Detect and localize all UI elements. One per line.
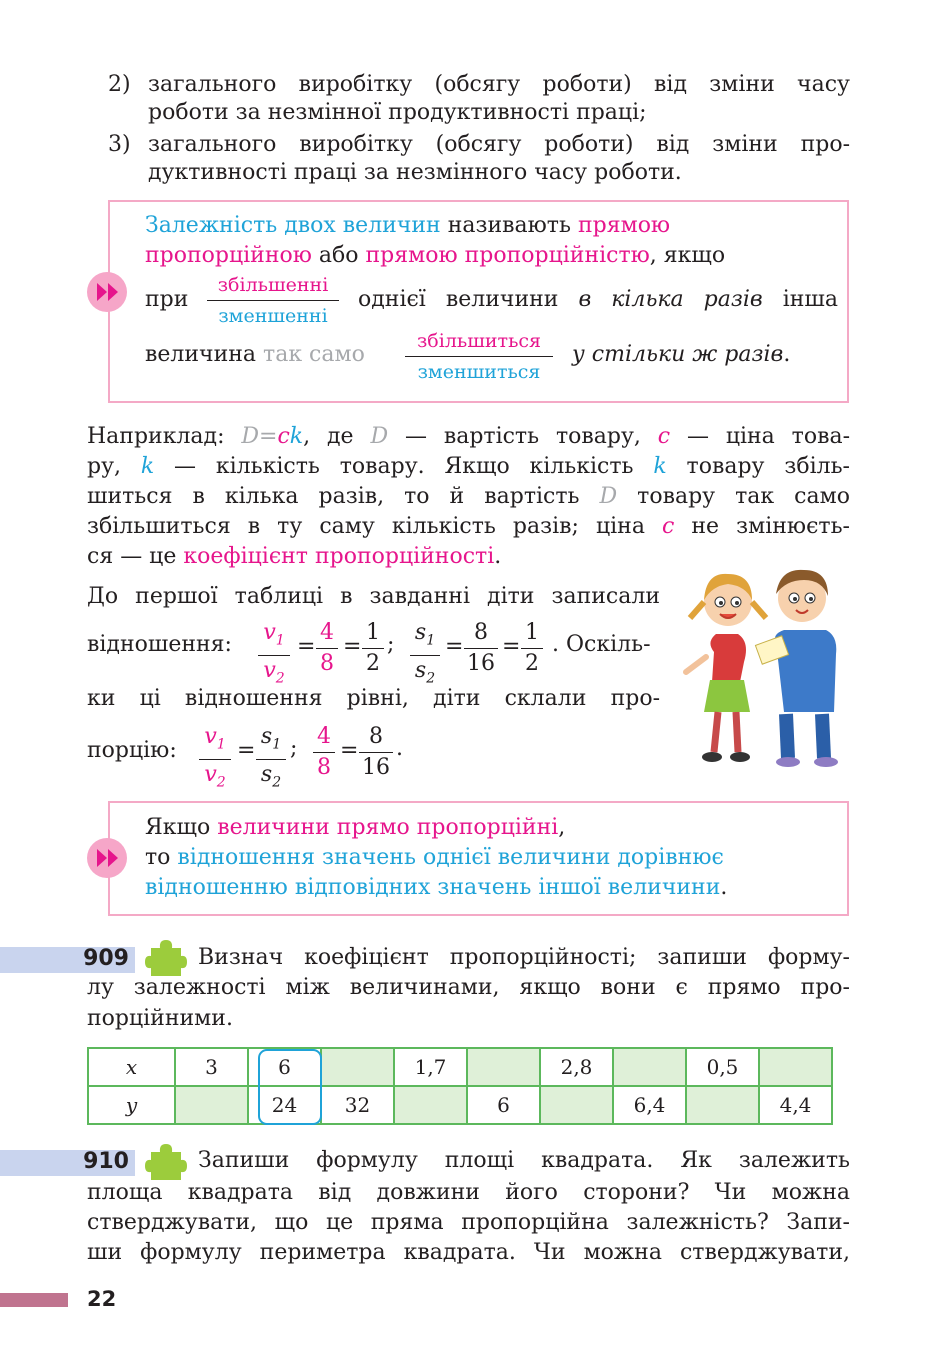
task-number-bar	[0, 947, 135, 973]
numerator: 4	[320, 620, 334, 645]
rule1-text: називають	[440, 213, 578, 238]
task-number-bar	[0, 1150, 135, 1176]
fraction-bar	[362, 648, 384, 649]
list-item-3-line2: дуктивності праці за незмінного часу роботи.	[148, 160, 682, 185]
equals-sign: =	[237, 738, 256, 763]
rule1-text-value	[145, 342, 365, 367]
text: — ціна това-	[670, 424, 851, 449]
table-cell-empty[interactable]	[686, 1086, 759, 1124]
denominator: 16	[467, 651, 495, 676]
example-line-2	[87, 452, 850, 482]
term-coefficient: коефіцієнт пропорційності	[183, 544, 495, 569]
var-v: v	[204, 724, 217, 749]
text: товару так само	[617, 484, 850, 509]
rule1-italic: у стільки ж разів	[572, 342, 784, 367]
ratio-line-2-end: . Оскіль-	[552, 632, 651, 657]
subscript: 2	[216, 774, 226, 791]
page-number: 22	[87, 1287, 117, 1311]
numerator: 8	[474, 620, 488, 645]
var-v: v	[263, 658, 276, 684]
table-cell-empty[interactable]	[540, 1086, 613, 1124]
denominator: 2	[525, 651, 539, 676]
task910-line1: Запиши формулу площі квадрата. Як залежить	[198, 1148, 850, 1173]
fraction-bar	[313, 752, 335, 753]
example-line-5	[87, 542, 501, 572]
rule2-cyan: відношенню відповідних значень іншої величини	[145, 875, 721, 900]
var-s: s	[260, 724, 273, 749]
table-cell: 6	[248, 1048, 321, 1086]
subscript: 2	[426, 670, 436, 687]
rule1-text: величина	[145, 342, 257, 367]
text: не змінюєть-	[674, 514, 850, 539]
fraction-will-increase-decrease	[405, 328, 553, 385]
girl-figure	[686, 574, 766, 762]
rule2-cyan: відношення значень однієї величини дорівнює	[177, 845, 724, 870]
fraction-v1-v2	[258, 620, 290, 692]
text: — вартість товару,	[404, 424, 658, 449]
text: — кількість товару. Якщо кількість	[154, 454, 654, 479]
row-label-y: y	[88, 1086, 175, 1124]
term-direct: прямою	[577, 213, 671, 238]
var-c: c	[277, 424, 290, 449]
text: товару збіль-	[666, 454, 850, 479]
rule2-line2	[145, 843, 724, 873]
ratio-line-3: ки ці відношення рівні, діти склали про-	[87, 686, 660, 711]
text: , де	[303, 424, 371, 449]
table-cell: 0,5	[686, 1048, 759, 1086]
denominator: 2	[366, 651, 380, 676]
var-v: v	[204, 762, 217, 788]
list-item-2-line1: загального виробітку (обсягу роботи) від зміни часу	[148, 72, 850, 97]
rule1-italic: в кілька разів	[578, 287, 763, 312]
puzzle-piece-icon	[145, 1142, 187, 1182]
table-cell-empty[interactable]	[467, 1048, 540, 1086]
numerator: 4	[317, 724, 331, 749]
numerator: 8	[369, 724, 383, 749]
puzzle-piece-icon	[145, 938, 187, 978]
two-children-illustration	[676, 562, 856, 770]
example-line-3	[87, 482, 850, 512]
double-arrow-icon	[87, 272, 127, 312]
equals-sign: =	[340, 738, 359, 763]
denominator: 8	[317, 755, 331, 780]
fraction-bar	[199, 759, 231, 760]
fraction-bar	[464, 648, 498, 649]
rule1-text: .	[783, 342, 791, 367]
var-k: k	[653, 454, 667, 479]
fraction-4-8	[313, 724, 335, 781]
fraction-bar	[258, 655, 290, 656]
rule1-line2	[145, 241, 725, 271]
table-cell-empty[interactable]	[613, 1048, 686, 1086]
denominator: 8	[320, 651, 334, 676]
table-cell: 4,4	[759, 1086, 832, 1124]
list-item-3-number: 3)	[108, 132, 131, 157]
var-s: s	[414, 658, 427, 684]
term-direct-proportionality: прямою пропорційністю	[365, 243, 650, 268]
text: ,	[558, 815, 566, 840]
text: Якщо	[145, 815, 218, 840]
example-line-4	[87, 512, 850, 542]
page-number-bar	[0, 1293, 68, 1307]
var-s: s	[260, 762, 273, 788]
text: ру,	[87, 454, 141, 479]
task910-line4: ши формулу периметра квадрата. Чи можна стверджувати,	[87, 1240, 850, 1265]
ratio-line-1: До першої таблиці в завданні діти записали	[87, 584, 660, 609]
fraction-bar	[410, 655, 440, 656]
list-item-3-line1: загального виробітку (обсягу роботи) від зміни про-	[148, 132, 850, 157]
subscript: 1	[272, 736, 282, 753]
fraction-bar	[405, 356, 553, 357]
rule1-text: інша	[782, 287, 839, 312]
var-D: D	[599, 484, 618, 509]
fraction-4-8	[316, 620, 338, 677]
fraction-bar	[359, 752, 393, 753]
fraction-8-16	[464, 620, 498, 677]
table-cell: 6,4	[613, 1086, 686, 1124]
task-number: 909	[83, 946, 129, 971]
denominator: 16	[362, 755, 390, 780]
var-v: v	[263, 620, 276, 645]
fraction-bar	[316, 648, 338, 649]
equals-sign: =	[502, 634, 521, 659]
rule1-line3	[358, 287, 838, 312]
task909-line1: Визнач коефіцієнт пропорційності; запиши форму-	[198, 945, 850, 970]
fraction-bar	[256, 759, 286, 760]
text: то	[145, 845, 178, 870]
rule2-line1	[145, 813, 565, 843]
task909-line2: лу залежності між величинами, якщо вони є прямо про-	[87, 975, 850, 1000]
var-k: k	[289, 424, 304, 449]
term-dependency: Залежність двох величин	[145, 213, 441, 238]
fraction-bar	[207, 300, 339, 301]
text: Наприклад:	[87, 424, 242, 449]
ratio-line-4-end: .	[396, 736, 403, 761]
rule1-line1	[145, 211, 670, 241]
fraction-8-16	[359, 724, 393, 781]
var-c: c	[657, 424, 671, 449]
rule1-text: або	[311, 243, 366, 268]
rule1-text: , якщо	[649, 243, 726, 268]
rule2-line3	[145, 873, 727, 903]
var-s: s	[414, 620, 427, 645]
list-item-2-line2: роботи за незмінної продуктивності праці;	[148, 100, 647, 125]
table-cell-empty[interactable]	[394, 1086, 467, 1124]
subscript: 1	[275, 632, 285, 649]
fraction-bottom: зменшенні	[218, 305, 328, 327]
equals-sign: =	[343, 634, 362, 659]
example-line-1	[87, 422, 850, 452]
table-cell-empty[interactable]	[759, 1048, 832, 1086]
var-D: D	[370, 424, 389, 449]
fraction-bar	[521, 648, 543, 649]
rule1-end	[572, 342, 790, 367]
numerator: 1	[525, 620, 539, 645]
table-cell-empty[interactable]	[175, 1086, 248, 1124]
fraction-top: збільшиться	[416, 330, 542, 352]
table-cell: 32	[321, 1086, 394, 1124]
text: ся — це	[87, 544, 184, 569]
fraction-1-2	[362, 620, 384, 677]
highlight-column-frame	[258, 1049, 322, 1125]
table-cell: 3	[175, 1048, 248, 1086]
double-arrow-icon	[87, 838, 127, 878]
rule1-text-pry: при	[145, 287, 189, 312]
table-cell: 2,8	[540, 1048, 613, 1086]
ratio-line-4-label: порцію:	[87, 738, 177, 763]
table-cell: 1,7	[394, 1048, 467, 1086]
text: шиться в кілька разів, то й вартість	[87, 484, 600, 509]
equals-sign: =	[445, 634, 464, 659]
subscript: 1	[426, 632, 436, 649]
ratio-line-2-label: відношення:	[87, 632, 232, 657]
row-label-x: x	[88, 1048, 175, 1086]
task-number: 910	[83, 1149, 129, 1174]
task909-line3: порційними.	[87, 1006, 233, 1031]
fraction-bottom: зменшиться	[417, 361, 541, 383]
semicolon: ;	[290, 736, 298, 761]
numerator: 1	[366, 620, 380, 645]
text: .	[720, 875, 728, 900]
var-k: k	[140, 454, 155, 479]
table-row-x	[88, 1048, 832, 1086]
values-table	[87, 1047, 833, 1125]
subscript: 2	[275, 670, 285, 687]
table-cell-empty[interactable]	[321, 1048, 394, 1086]
fraction-v1-v2	[199, 724, 231, 796]
var-D: D	[241, 424, 260, 449]
list-item-2-number: 2)	[108, 72, 131, 97]
equals-sign: =	[297, 634, 316, 659]
fraction-increase-decrease	[207, 272, 339, 329]
rule1-gray: так само	[263, 342, 365, 367]
subscript: 1	[216, 736, 226, 753]
text: збільшиться в ту саму кількість разів; ціна	[87, 514, 663, 539]
fraction-s1-s2	[256, 724, 286, 796]
subscript: 2	[272, 774, 282, 791]
fraction-1-2	[521, 620, 543, 677]
task910-line3: стверджувати, що це пряма пропорційна залежність? Запи-	[87, 1210, 850, 1235]
rule1-text: однієї величини	[358, 287, 559, 312]
table-row-y	[88, 1086, 832, 1124]
task910-line2: площа квадрата від довжини його сторони? Чи можна	[87, 1180, 850, 1205]
semicolon: ;	[387, 632, 395, 657]
var-c: c	[662, 514, 675, 539]
text: =	[259, 424, 278, 449]
fraction-s1-s2	[410, 620, 440, 692]
table-cell: 24	[248, 1086, 321, 1124]
term-proportional: пропорційною	[145, 243, 312, 268]
fraction-top: збільшенні	[217, 274, 329, 296]
text: .	[494, 544, 502, 569]
table-cell: 6	[467, 1086, 540, 1124]
term-proportional-quantities: величини прямо пропорційні	[217, 815, 559, 840]
boy-figure	[755, 570, 838, 767]
